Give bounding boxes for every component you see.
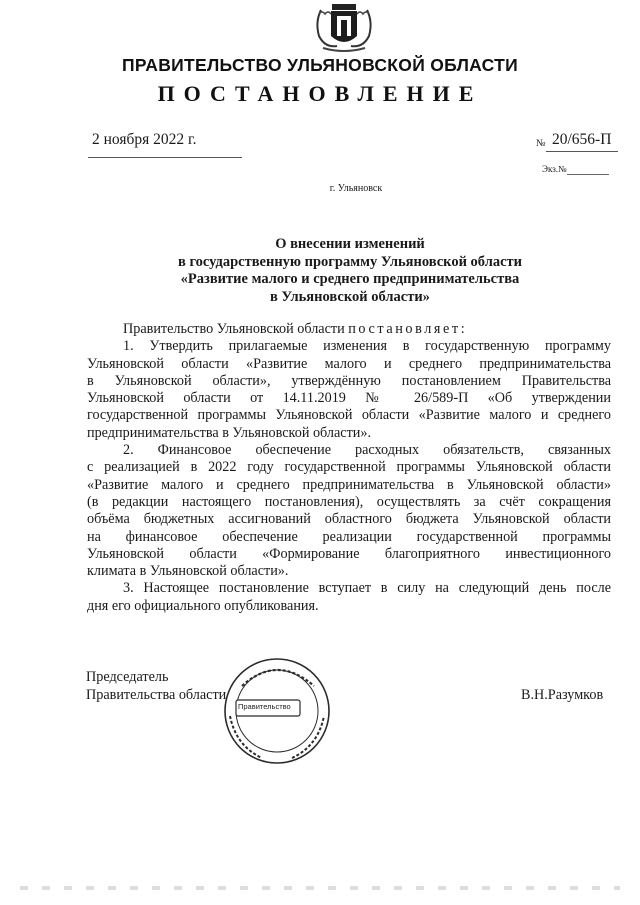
document-body (87, 321, 611, 615)
document-number: 20/656-П (552, 131, 612, 148)
preamble (87, 321, 611, 338)
preamble-start: Правительство Ульяновской области (123, 321, 345, 337)
paragraph-2-line: объёма бюджетных ассигнований областного бюджета Ульяновской области (87, 511, 611, 528)
document-date: 2 ноября 2022 г. (92, 131, 197, 148)
paragraph-3-line: 3. Настоящее постановление вступает в силу на следующий день после (123, 580, 611, 597)
paragraph-1-line: Ульяновской области «Развитие малого и среднего предпринимательства (87, 355, 611, 372)
city-name: г. Ульяновск (329, 183, 383, 194)
paragraph-2-line: на финансовое обеспечение реализации государственной программы (87, 528, 611, 545)
subject-line: О внесении изменений (275, 236, 425, 252)
paragraph-1-line: предпринимательства в Ульяновской области». (87, 424, 372, 441)
paragraph-2-line: «Развитие малого и среднего предпринимательства в Ульяновской области» (87, 476, 611, 493)
paragraph-1-line: 1. Утвердить прилагаемые изменения в государственную программу (123, 338, 611, 355)
signatory-role: Председатель (86, 669, 169, 685)
scan-edge-artifact (20, 886, 620, 890)
seal-text: Правительство (238, 702, 291, 711)
copy-number-line (567, 174, 609, 175)
paragraph-2-line: (в редакции настоящего постановления), осуществлять за счёт сокращения (87, 493, 611, 510)
paragraph-2-line: Ульяновской области «Формирование благоприятного инвестиционного (87, 545, 611, 562)
signatory-role: Правительства области (86, 687, 227, 703)
paragraph-2-line: с реализацией в 2022 году государственной программы Ульяновской области (87, 459, 611, 476)
coat-of-arms-emblem (311, 2, 377, 54)
document-subject (130, 236, 570, 306)
paragraph-3-line: дня его официального опубликования. (87, 597, 319, 614)
copy-number-label: Экз.№ (542, 164, 567, 174)
signatory-name: В.Н.Разумков (521, 687, 604, 703)
document-type-title: ПОСТАНОВЛЕНИЕ (157, 81, 483, 106)
subject-line: в государственную программу Ульяновской области (177, 253, 522, 270)
number-sign: № (536, 138, 546, 149)
subject-line: «Развитие малого и среднего предпринимательства (180, 271, 520, 287)
preamble-verb: постановляет: (348, 321, 468, 337)
date-underline (88, 157, 242, 158)
paragraph-1-line: Ульяновской области от 14.11.2019 № 26/589-П «Об утверждении (87, 390, 611, 407)
paragraph-2-line: климата в Ульяновской области». (87, 563, 289, 580)
official-seal-stamp (222, 656, 332, 766)
paragraph-1-line: в Ульяновской области», утверждённую постановлением Правительства (87, 372, 611, 389)
paragraph-1-line: государственной программы Ульяновской области «Развитие малого и среднего (87, 407, 611, 424)
subject-line: в Ульяновской области» (270, 288, 430, 305)
number-underline (546, 151, 618, 152)
paragraph-2-line: 2. Финансовое обеспечение расходных обязательств, связанных (123, 442, 611, 459)
government-title: ПРАВИТЕЛЬСТВО УЛЬЯНОВСКОЙ ОБЛАСТИ (121, 55, 519, 75)
